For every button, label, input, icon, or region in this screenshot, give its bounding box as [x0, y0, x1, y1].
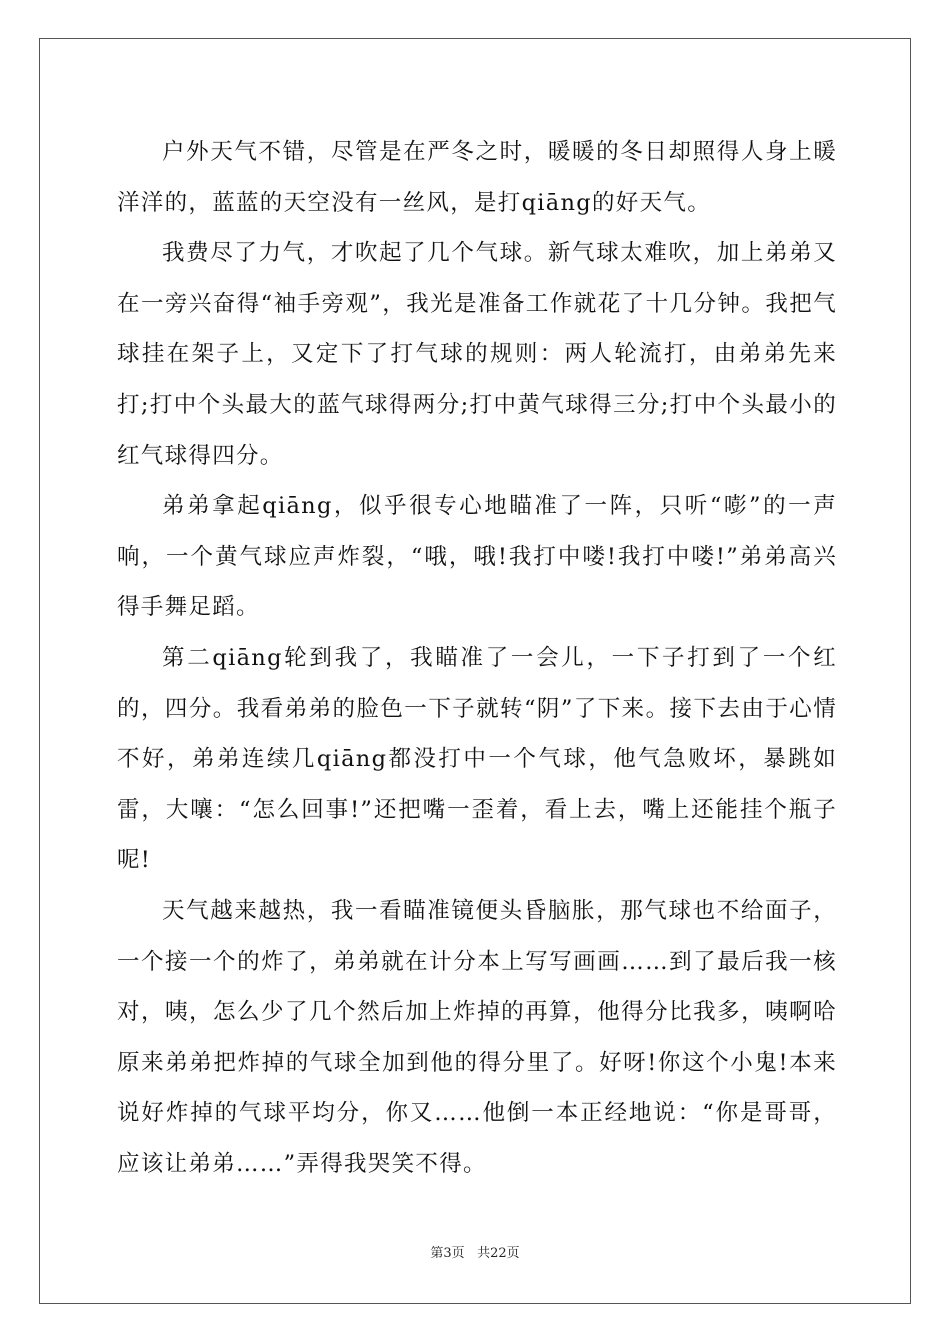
- paragraph: 我费尽了力气，才吹起了几个气球。新气球太难吹，加上弟弟又在一旁兴奋得“袖手旁观”，我光是准备工作就花了十几分钟。我把气球挂在架子上，又定下了打气球的规则：两人轮流打，由弟弟先来打;打中个头最大的蓝气球得两分;打中黄气球得三分;打中个头最小的红气球得四分。: [117, 240, 837, 469]
- current-page-number: 第3页: [430, 1246, 465, 1261]
- paragraph: 天气越来越热，我一看瞄准镜便头昏脑胀，那气球也不给面子，一个接一个的炸了，弟弟就在计分本上写写画画……到了最后我一核对，咦，怎么少了几个然后加上炸掉的再算，他得分比我多，咦啊哈原来弟弟把炸掉的气球全加到他的得分里了。好呀!你这个小鬼!本来说好炸掉的气球平均分，你又……他倒一本正经地说：“你是哥哥，应该让弟弟……”弄得我哭笑不得。: [117, 897, 837, 1177]
- document-body: [117, 127, 837, 1189]
- footer-separator: [465, 1246, 477, 1261]
- paragraph: 户外天气不错，尽管是在严冬之时，暖暖的冬日却照得人身上暖洋洋的，蓝蓝的天空没有一丝风，是打qiāng的好天气。: [117, 139, 837, 216]
- total-pages: 共22页: [477, 1246, 520, 1261]
- page-footer: [0, 1245, 950, 1263]
- paragraph: 弟弟拿起qiāng，似乎很专心地瞄准了一阵，只听“嘭”的一声响，一个黄气球应声炸裂，“哦，哦!我打中喽!我打中喽!”弟弟高兴得手舞足蹈。: [117, 493, 837, 621]
- paragraph: 第二qiāng轮到我了，我瞄准了一会儿，一下子打到了一个红的，四分。我看弟弟的脸色一下子就转“阴”了下来。接下去由于心情不好，弟弟连续几qiāng都没打中一个气球，他气急败坏，暴跳如雷，大嚷：“怎么回事!”还把嘴一歪着，看上去，嘴上还能挂个瓶子呢!: [117, 644, 837, 874]
